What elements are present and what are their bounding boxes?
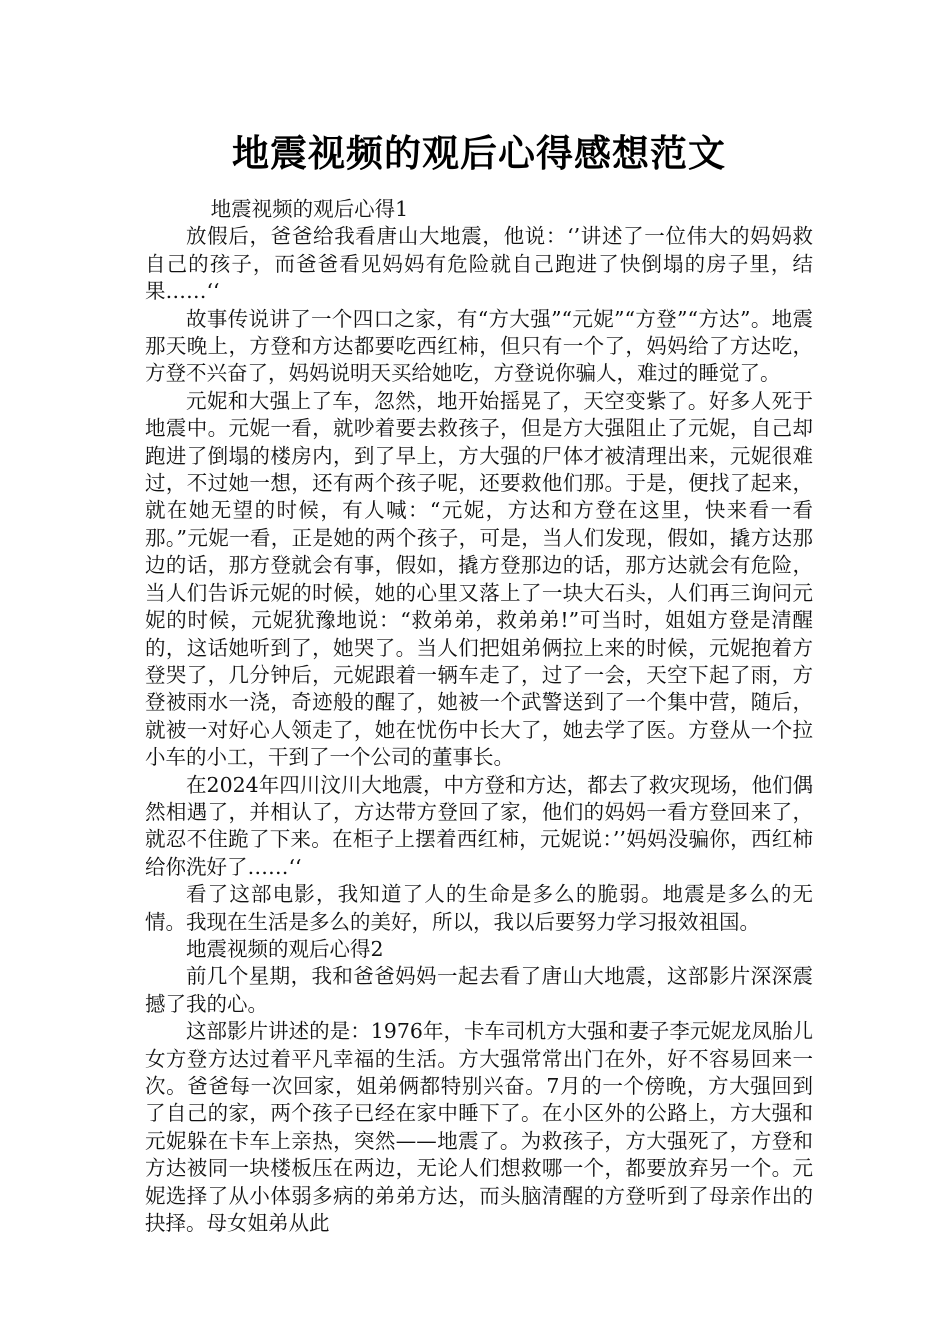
paragraph: 在2024年四川汶川大地震，中方登和方达，都去了救灾现场，他们偶然相遇了，并相认了，方达带方登回了家，他们的妈妈一看方登回来了，就忍不住跪了下来。在柜子上摆着西红柿，元妮说：’’妈妈没骗你，西红柿给你洗好了……‘‘ [145,772,813,879]
document-page [145,0,813,1237]
paragraph: 前几个星期，我和爸爸妈妈一起去看了唐山大地震，这部影片深深震撼了我的心。 [145,964,813,1016]
paragraph: 这部影片讲述的是：1976年，卡车司机方大强和妻子李元妮龙凤胎儿女方登方达过着平凡幸福的生活。方大强常常出门在外，好不容易回来一次。爸爸每一次回家，姐弟俩都特别兴奋。7月的一个傍晚，方大强回到了自己的家，两个孩子已经在家中睡下了。在小区外的公路上，方大强和元妮躲在卡车上亲热，突然——地震了。为救孩子，方大强死了，方登和方达被同一块楼板压在两边，无论人们想救哪一个，都要放弃另一个。元妮选择了从小体弱多病的弟弟方达，而头脑清醒的方登听到了母亲作出的抉择。母女姐弟从此 [145,1019,813,1236]
paragraph: 元妮和大强上了车，忽然，地开始摇晃了，天空变紫了。好多人死于地震中。元妮一看，就吵着要去救孩子，但是方大强阻止了元妮，自己却跑进了倒塌的楼房内，到了早上，方大强的尸体才被清理出来，元妮很难过，不过她一想，还有两个孩子呢，还要救他们那。于是，便找了起来，就在她无望的时候，有人喊：“元妮，方达和方登在这里，快来看一看那。”元妮一看，正是她的两个孩子，可是，当人们发现，假如，撬方达那边的话，那方登就会有事，假如，撬方登那边的话，那方达就会有危险，当人们告诉元妮的时候，她的心里又落上了一块大石头，人们再三询问元妮的时候，元妮犹豫地说：“救弟弟，救弟弟!”可当时，姐姐方登是清醒的，这话她听到了，她哭了。当人们把姐弟俩拉上来的时候，元妮抱着方登哭了，几分钟后，元妮跟着一辆车走了，过了一会，天空下起了雨，方登被雨水一浇，奇迹般的醒了，她被一个武警送到了一个集中营，随后，就被一对好心人领走了，她在忧伤中长大了，她去学了医。方登从一个拉小车的小工，干到了一个公司的董事长。 [145,388,813,770]
document-title: 地震视频的观后心得感想范文 [232,132,726,175]
paragraph: 看了这部电影，我知道了人的生命是多么的脆弱。地震是多么的无情。我现在生活是多么的美好，所以，我以后要努力学习报效祖国。 [145,882,813,934]
section-heading-2: 地震视频的观后心得2 [186,936,384,961]
paragraph: 放假后，爸爸给我看唐山大地震，他说：‘’讲述了一位伟大的妈妈救自己的孩子，而爸爸看见妈妈有危险就自己跑进了快倒塌的房子里，结果……‘‘ [145,224,813,304]
section-heading-1: 地震视频的观后心得1 [210,197,409,221]
document-body [145,196,813,1237]
paragraph: 故事传说讲了一个四口之家，有“方大强”“元妮”“方登”“方达”。地震那天晚上，方登和方达都要吃西红柿，但只有一个了，妈妈给了方达吃，方登不兴奋了，妈妈说明天买给她吃，方登说你骗人，难过的睡觉了。 [145,306,813,386]
